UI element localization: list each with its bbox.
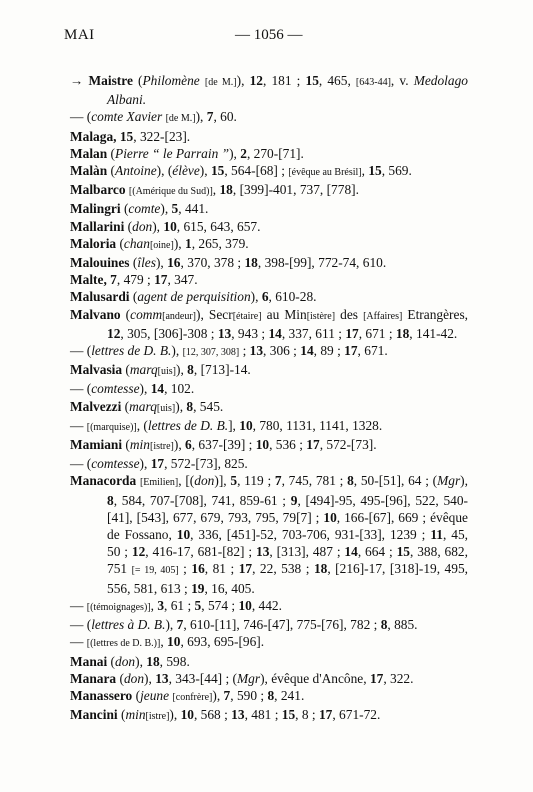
index-entry <box>70 288 468 305</box>
entry-text: , 572-[73]. <box>319 437 377 453</box>
entry-text: 11 <box>430 527 443 543</box>
entry-text: Malouines <box>70 255 130 271</box>
entry-text: , [313], 487 ; <box>269 544 345 560</box>
entry-text: , 569. <box>381 163 412 179</box>
entry-text: [643-44] <box>355 77 391 88</box>
index-entry <box>70 653 468 670</box>
index-entry <box>70 687 468 706</box>
index-entry <box>70 128 468 145</box>
entry-text: Antoine <box>115 163 157 179</box>
entry-text: 10 <box>255 437 270 453</box>
entry-text: ), <box>139 456 151 472</box>
entry-text: , 89 ; <box>313 343 345 359</box>
entry-text: 16 <box>167 255 181 271</box>
entry-text: , [216]-17, [318]-19, 495, 556, 581, 613 ; <box>107 561 468 596</box>
entry-text: 15 <box>210 163 225 179</box>
entry-text: ; <box>178 561 192 577</box>
entry-text: 17 <box>306 437 320 453</box>
entry-text: , <box>150 597 158 613</box>
entry-text: élève <box>172 163 200 179</box>
entry-text: ( <box>116 670 124 686</box>
index-entry <box>70 342 468 361</box>
entry-text: , 568 ; <box>193 707 232 723</box>
entry-text: comm <box>130 306 163 322</box>
entry-text: Manai <box>70 653 108 669</box>
entry-text: [andeur] <box>162 310 196 322</box>
entry-text: don <box>132 218 153 234</box>
entry-text: ), <box>212 687 224 703</box>
entry-text: 8 <box>380 617 388 633</box>
entry-text: îles <box>137 255 156 271</box>
entry-text: 7 <box>110 272 117 288</box>
entry-text: , 61 ; <box>164 597 195 613</box>
entry-text: ( <box>132 73 143 88</box>
entry-text: , 388, 682, 751 <box>107 544 468 577</box>
entry-text: Mamiani <box>70 437 123 453</box>
entry-text: [oine] <box>149 239 174 251</box>
entry-text: ), <box>176 362 188 378</box>
entry-text: ( <box>121 398 130 414</box>
entry-text: marq <box>129 362 158 378</box>
index-entry <box>70 398 468 417</box>
entry-text: 12 <box>131 544 146 560</box>
entry-text: [uis] <box>157 366 177 378</box>
entry-text: , 305, [306]-308 ; <box>120 325 218 341</box>
entry-text: , 347. <box>167 272 198 288</box>
entry-text: ), <box>169 707 181 723</box>
entry-text: 13 <box>231 707 245 723</box>
entry-text: , 322. <box>383 670 414 686</box>
entry-text: , 337, 611 ; <box>281 325 346 341</box>
entry-text: 7 <box>274 473 282 489</box>
entry-text: ), <box>195 109 207 125</box>
entry-text: 10 <box>180 707 194 723</box>
entry-text: ), <box>199 163 211 179</box>
entry-text: , ( <box>136 417 148 433</box>
entry-text: , 306 ; <box>263 343 301 359</box>
entry-text: min <box>129 437 150 453</box>
entry-text: 8 <box>267 687 275 703</box>
entry-text: 17 <box>150 456 165 472</box>
entry-text: ( <box>124 218 133 234</box>
entry-text: [Affaires] <box>363 310 403 322</box>
entry-text: 10 <box>239 417 253 433</box>
entry-text: Maistre <box>88 73 133 88</box>
entry-text: 10 <box>323 509 337 525</box>
entry-text: , 416-17, 681-[82] ; <box>145 544 256 560</box>
entry-text: 14 <box>268 325 282 341</box>
entry-text: , 50-[51], 64 ; ( <box>353 473 438 489</box>
index-entry <box>70 616 468 633</box>
entry-text: 13 <box>256 544 270 560</box>
entry-text: 17 <box>344 343 358 359</box>
entry-text: [12, 307, 308] <box>182 347 240 359</box>
entry-text: Mgr <box>437 473 461 489</box>
entry-text: 9 <box>290 492 298 508</box>
entry-text: , 141-42. <box>409 325 458 341</box>
entry-text: des <box>335 306 364 322</box>
entry-text: 13 <box>155 670 169 686</box>
entry-text: , 479 ; <box>116 272 155 288</box>
entry-text: , 102. <box>164 381 195 397</box>
entry-text: ( <box>129 255 138 271</box>
entry-text: au Min <box>261 306 307 322</box>
entry-text: , 545. <box>193 398 224 414</box>
entry-text: )], <box>214 473 231 489</box>
index-entry <box>70 455 468 472</box>
entry-text: ), <box>135 653 147 669</box>
entry-text: Manassero <box>70 687 133 703</box>
entry-text: , 181 ; <box>262 73 306 88</box>
entry-text: Malte, <box>70 272 107 288</box>
entry-text: ), <box>155 255 168 271</box>
entry-text: , 60. <box>213 109 237 125</box>
entry-text: [(marquise)] <box>86 421 137 433</box>
index-entry <box>70 218 468 235</box>
entry-text: 14 <box>300 343 314 359</box>
entry-text: — <box>70 597 87 613</box>
entry-text: [(Amérique du Sud)] <box>128 186 213 198</box>
entry-text: , 671. <box>357 343 388 359</box>
entry-text: lettres à D. B. <box>91 617 166 633</box>
entry-text: , <box>212 182 220 198</box>
entry-text: ( <box>120 306 131 322</box>
entry-text: 10 <box>238 597 252 613</box>
entry-text: marq <box>129 398 157 414</box>
entry-text: , 16, 405. <box>204 580 255 596</box>
index-entry <box>70 72 468 108</box>
entry-text: 8 <box>187 362 194 378</box>
entry-text: 19 <box>191 580 205 596</box>
entry-text: , 442. <box>251 597 282 613</box>
entry-text: 18 <box>146 653 160 669</box>
entry-text: 1 <box>185 235 192 251</box>
entry-text: 5 <box>171 201 179 217</box>
entry-text: , 637-[39] ; <box>191 437 256 453</box>
entry-text: , 398-[99], 772-74, 610. <box>257 255 387 271</box>
entry-text: , 22, 538 ; <box>252 561 314 577</box>
entry-text: , [494]-95, 495-[96], 522, 540-[41], [543], 677, 679, 793, 795, 79[7] ; <box>107 492 469 525</box>
entry-text: ), <box>236 73 250 88</box>
entry-text: 12 <box>107 325 121 341</box>
entry-text: Malàn <box>70 163 108 179</box>
index-entry <box>70 254 468 271</box>
entry-text: , 780, 1131, 1141, 1328. <box>252 417 383 433</box>
entry-text: Malvezzi <box>70 398 122 414</box>
entry-text: ( <box>116 235 124 251</box>
entry-text: 6 <box>185 437 192 453</box>
entry-text: 18 <box>313 561 328 577</box>
entry-text: — ( <box>70 343 92 359</box>
entry-text: ( <box>122 437 130 453</box>
entry-text: [confrère] <box>172 691 213 703</box>
entry-text: , 481 ; <box>244 707 282 723</box>
entry-text: 8 <box>186 398 194 414</box>
entry-text: 8 <box>347 473 354 489</box>
entry-text: 7 <box>176 617 184 633</box>
entry-text: , 885. <box>387 617 418 633</box>
entry-text: jeune <box>140 687 170 703</box>
entry-text: , 664 ; <box>357 544 397 560</box>
entry-text: ], <box>228 417 240 433</box>
entry-text: 16 <box>191 561 205 577</box>
entry-text: ( <box>107 145 116 161</box>
index-entry <box>70 633 468 652</box>
index-entry <box>70 670 468 687</box>
index-entry <box>70 181 468 200</box>
entry-text: 7 <box>223 687 231 703</box>
entry-text: , 943 ; <box>231 325 269 341</box>
entry-text: min <box>125 707 146 723</box>
entry-text: 17 <box>369 670 384 686</box>
entry-text: 18 <box>395 325 410 341</box>
entry-text: , 693, 695-[96]. <box>180 634 265 650</box>
entry-text: ), <box>165 617 177 633</box>
entry-text: , 119 ; <box>237 473 275 489</box>
entry-text: , 590 ; <box>230 687 268 703</box>
entry-text: Malbarco <box>70 182 126 198</box>
entry-text: , 441. <box>178 201 209 217</box>
entry-text: 5 <box>230 473 238 489</box>
entry-text: , 615, 643, 657. <box>176 218 261 234</box>
entry-text: lettres de D. B. <box>147 417 229 433</box>
running-header-title: MAI <box>64 27 95 43</box>
entry-text: ), ( <box>156 163 173 179</box>
entry-text: don <box>194 473 215 489</box>
entry-text: 13 <box>217 325 232 341</box>
entry-text: , 536 ; <box>269 437 307 453</box>
entry-text: Medolago Albani. <box>107 73 468 108</box>
entry-text: 10 <box>167 634 181 650</box>
index-entry <box>70 306 468 342</box>
index-entry <box>70 380 468 397</box>
entry-text: ), <box>175 398 187 414</box>
entry-text: , 564-[68] ; <box>224 163 289 179</box>
entry-text: , 270-[71]. <box>246 145 304 161</box>
entry-text: , 584, 707-[708], 741, 859-61 ; <box>113 492 291 508</box>
entry-text: [(lettres de D. B.)] <box>86 638 161 650</box>
entry-text: Malingri <box>70 201 121 217</box>
entry-text: ), <box>460 473 468 489</box>
entry-text: 17 <box>345 325 359 341</box>
entry-text: ), <box>160 201 172 217</box>
entry-text: ), <box>171 343 183 359</box>
index-entry <box>70 145 468 162</box>
entry-text: → <box>70 73 89 88</box>
entry-text: Etrangères, <box>402 306 468 322</box>
entry-text: Mallarini <box>70 218 125 234</box>
entry-text: [istre] <box>149 441 174 453</box>
entry-text: ), Secr <box>196 306 233 322</box>
entry-text: Philomène <box>142 73 200 88</box>
entry-text: , 81 ; <box>204 561 239 577</box>
entry-text: , v. <box>390 73 414 88</box>
index-entry <box>70 200 468 217</box>
entry-text: [étaire] <box>232 310 262 322</box>
entry-text: Mgr <box>237 670 261 686</box>
entry-text: , 598. <box>159 653 190 669</box>
entry-text: ( <box>107 163 116 179</box>
entry-text: Malvano <box>70 306 121 322</box>
entry-text: , 241. <box>274 687 305 703</box>
entry-text: Mancini <box>70 707 118 723</box>
entry-text: , 671-72. <box>332 707 381 723</box>
entry-text: 6 <box>261 289 269 305</box>
entry-text: , <box>361 163 369 179</box>
entry-text: 10 <box>163 218 177 234</box>
entry-text: [de M.] <box>204 77 237 88</box>
entry-text: [de M.] <box>165 113 196 125</box>
entry-text: ( <box>132 687 141 703</box>
index-entry <box>70 271 468 288</box>
index-entries <box>70 72 468 725</box>
entry-text: comte Xavier <box>91 109 163 125</box>
entry-text: ), <box>152 218 164 234</box>
entry-text: ), <box>144 670 156 686</box>
entry-text: ( <box>122 362 130 378</box>
entry-text: 15 <box>119 128 134 144</box>
entry-text: [Emilien] <box>139 477 179 489</box>
entry-text: , 45, 50 ; <box>107 527 468 560</box>
entry-text: ( <box>120 201 129 217</box>
entry-text: , 343-[44] ; ( <box>168 670 238 686</box>
entry-text: 8 <box>107 492 114 508</box>
entry-text: , 574 ; <box>201 597 239 613</box>
entry-text: , 610-28. <box>268 289 317 305</box>
entry-text: 18 <box>219 182 233 198</box>
entry-text: Malvasia <box>70 362 123 378</box>
entry-text: , 610-[11], 746-[47], 775-[76], 782 ; <box>183 617 381 633</box>
entry-text: [istre] <box>145 711 170 723</box>
entry-text: Manacorda <box>70 473 137 489</box>
index-entry <box>70 706 468 725</box>
entry-text: 12 <box>249 73 263 88</box>
entry-text: Malan <box>70 145 108 161</box>
entry-text: ; <box>239 343 250 359</box>
entry-text: 10 <box>176 527 191 543</box>
entry-text: don <box>115 653 136 669</box>
entry-text: 15 <box>305 73 319 88</box>
entry-text: , 370, 378 ; <box>180 255 245 271</box>
entry-text: 18 <box>244 255 258 271</box>
index-entry <box>70 162 468 181</box>
entry-text: , 166-[67], 669 ; évêque de Fossano, <box>107 509 468 543</box>
entry-text: 7 <box>206 109 214 125</box>
entry-text: ( <box>117 707 126 723</box>
entry-text: [(témoignages)] <box>86 601 151 613</box>
index-entry <box>70 235 468 254</box>
entry-text: — <box>70 417 87 433</box>
entry-text: ), <box>173 235 185 251</box>
entry-text: — ( <box>70 381 92 397</box>
index-entry <box>70 108 468 127</box>
entry-text: 2 <box>240 145 247 161</box>
entry-text: ), évêque d'Ancône, <box>260 670 370 686</box>
entry-text: , [399]-401, 737, [778]. <box>232 182 359 198</box>
entry-text: 15 <box>281 707 296 723</box>
entry-text: — ( <box>70 617 92 633</box>
entry-text: Malaga, <box>70 128 117 144</box>
index-entry <box>70 417 468 436</box>
index-entry <box>70 597 468 616</box>
entry-text: 15 <box>396 544 410 560</box>
entry-text: 17 <box>318 707 333 723</box>
entry-text: [évêque au Brésil] <box>288 167 362 179</box>
entry-text: ), <box>139 381 151 397</box>
entry-text: chan <box>123 235 150 251</box>
entry-text: don <box>123 670 145 686</box>
entry-text: — ( <box>70 456 92 472</box>
entry-text: [= 19, 405] <box>131 565 179 577</box>
entry-text: ), <box>250 289 262 305</box>
entry-text: , 572-[73], 825. <box>164 456 248 472</box>
entry-text: lettres de D. B. <box>91 343 172 359</box>
entry-text: Manara <box>70 670 117 686</box>
entry-text: comtesse <box>91 381 140 397</box>
entry-text: [uis] <box>156 402 176 414</box>
entry-text: , 465, <box>318 73 356 88</box>
entry-text: 14 <box>150 381 165 397</box>
entry-text: , <box>160 634 168 650</box>
page-number: — 1056 — <box>235 27 303 43</box>
entry-text: agent de perquisition <box>137 289 251 305</box>
entry-text: , 336, [451]-52, 703-706, 931-[33], 1239 ; <box>190 527 431 543</box>
index-entry <box>70 436 468 455</box>
entry-text: comte <box>128 201 161 217</box>
entry-text: 17 <box>154 272 168 288</box>
entry-text: Maloria <box>70 235 117 251</box>
entry-text: , [( <box>178 473 195 489</box>
entry-text: — <box>70 634 87 650</box>
entry-text: ( <box>129 289 138 305</box>
entry-text: Malusardi <box>70 289 130 305</box>
entry-text: ( <box>107 653 116 669</box>
entry-text: 15 <box>368 163 382 179</box>
entry-text: , 671 ; <box>358 325 396 341</box>
entry-text: ), <box>173 437 186 453</box>
entry-text: comtesse <box>91 456 140 472</box>
entry-text: , 745, 781 ; <box>281 473 348 489</box>
entry-text: 17 <box>238 561 253 577</box>
entry-text: , 265, 379. <box>191 235 249 251</box>
entry-text: 3 <box>157 597 165 613</box>
entry-text: [istère] <box>306 310 336 322</box>
entry-text: , 8 ; <box>295 707 319 723</box>
entry-text: — ( <box>70 109 92 125</box>
entry-text: 14 <box>344 544 358 560</box>
entry-text: , 322-[23]. <box>133 128 191 144</box>
entry-text: Pierre “ le Parrain ” <box>115 145 230 161</box>
entry-text: 13 <box>249 343 264 359</box>
index-entry <box>70 472 468 596</box>
entry-text: ), <box>229 145 241 161</box>
entry-text: , [713]-14. <box>193 362 251 378</box>
index-entry <box>70 361 468 380</box>
entry-text: 5 <box>194 597 202 613</box>
